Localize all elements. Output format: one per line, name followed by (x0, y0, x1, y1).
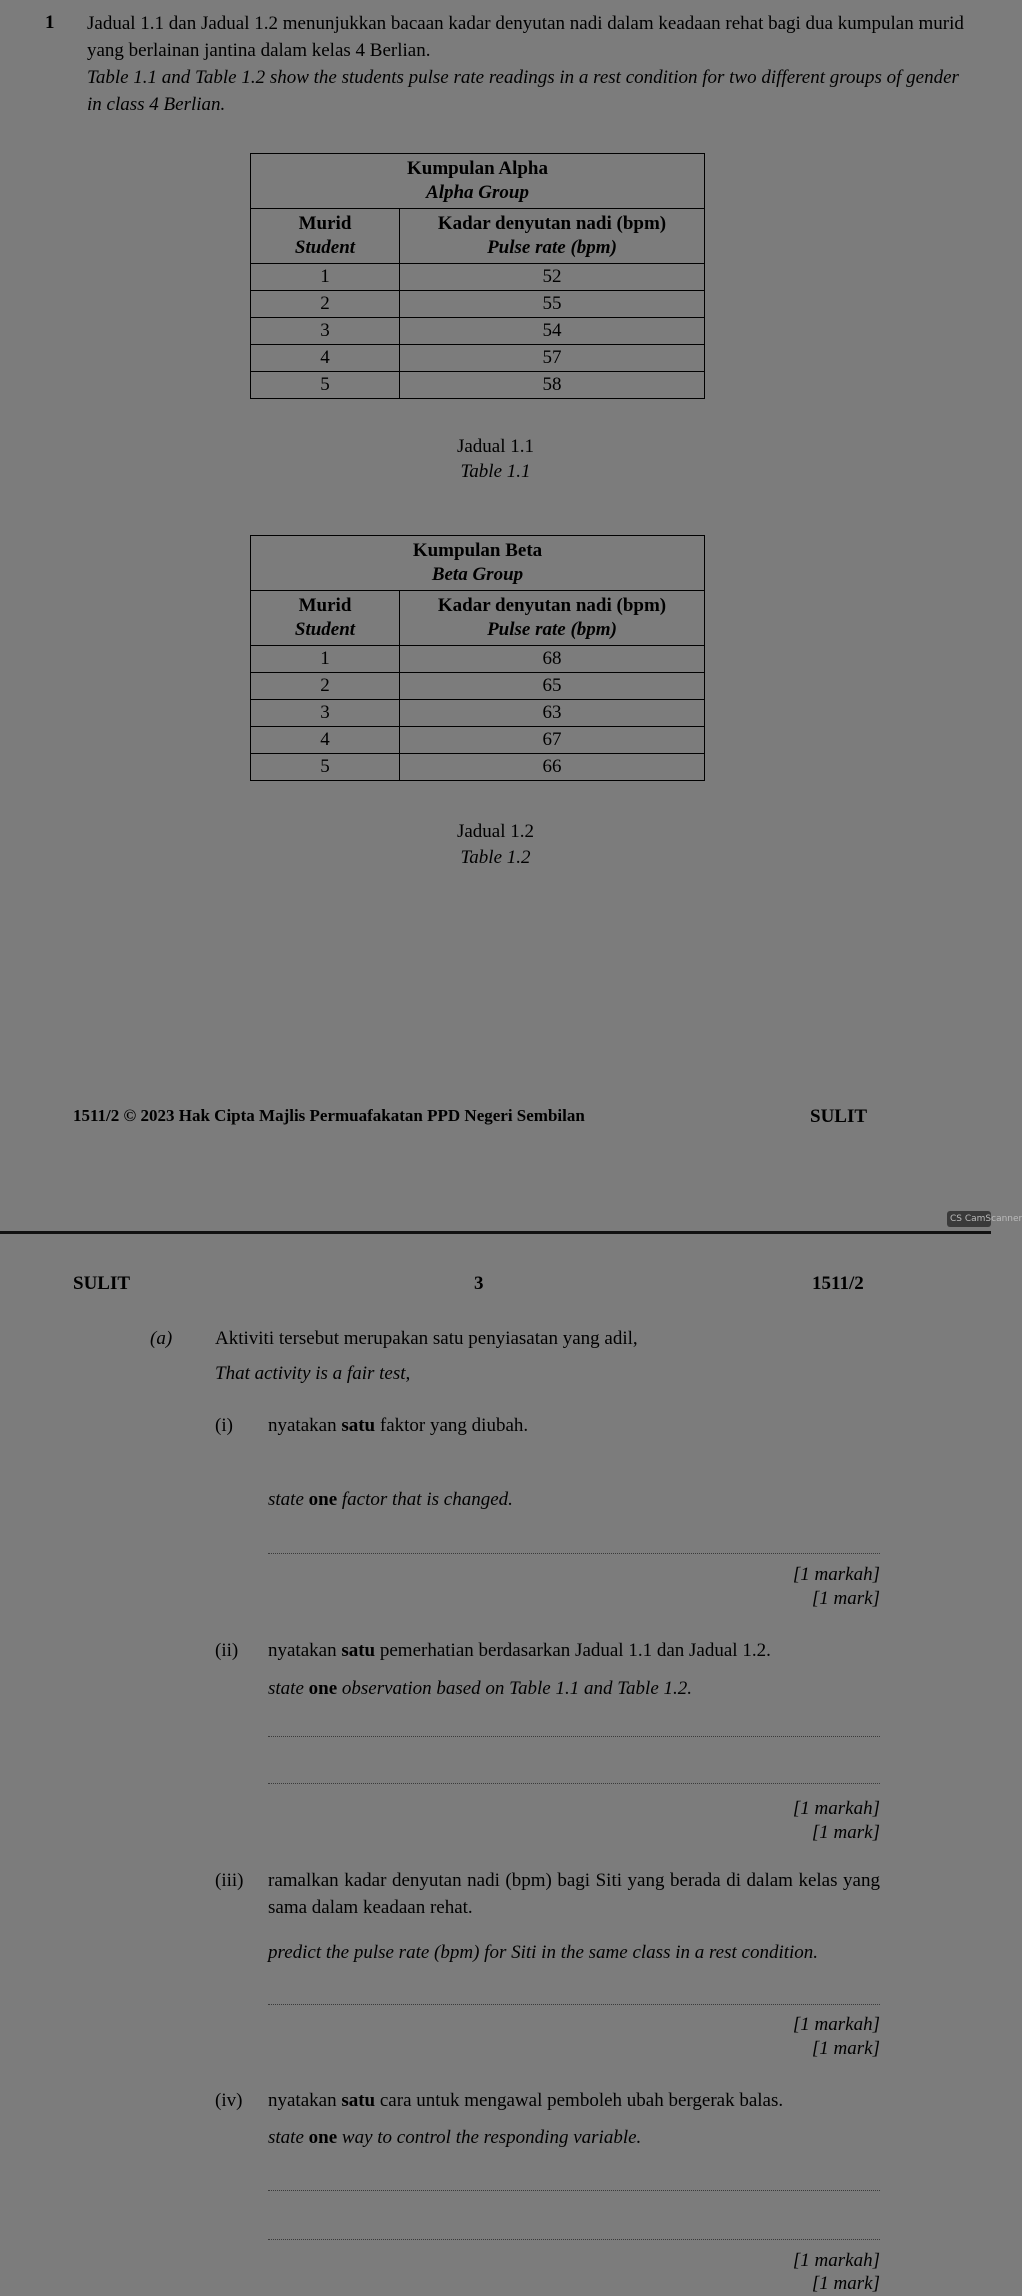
table-caption-english: Table 1.1 (460, 461, 531, 482)
question-i-malay: nyatakan satu faktor yang diubah. (268, 1415, 529, 1436)
question-iv-malay: nyatakan satu cara untuk mengawal pemboleh ubah bergerak balas. (268, 2090, 784, 2111)
marks-english: [1 mark] (811, 2273, 880, 2294)
footer-sulit: SULIT (810, 1106, 868, 1127)
marks-english: [1 mark] (811, 2038, 880, 2059)
intro-english: Table 1.1 and Table 1.2 show the students pulse rate readings in a rest condition for two different groups of gender in class 4 Berlian. (87, 67, 959, 115)
marks-english: [1 mark] (811, 1822, 880, 1843)
question-iv-number: (iv) (215, 2090, 243, 2111)
header-sulit: SULIT (73, 1273, 131, 1294)
question-iii-malay: ramalkan kadar denyutan nadi (bpm) bagi Siti yang berada di dalam kelas yang sama dalam keadaan rehat. (268, 1870, 880, 1918)
table-alpha (250, 153, 705, 399)
table-caption-malay: Jadual 1.1 (456, 436, 535, 457)
question-ii-number: (ii) (215, 1640, 239, 1661)
question-i-number: (i) (215, 1415, 233, 1436)
table-row: 4 67 (251, 727, 705, 754)
col-pulse-header: Kadar denyutan nadi (bpm) Pulse rate (bpm) (400, 591, 705, 646)
question-number: 1 (45, 12, 55, 33)
header-paper-code: 1511/2 (812, 1273, 864, 1294)
footer-copyright: 1511/2 © 2023 Hak Cipta Majlis Permuafakatan PPD Negeri Sembilan (73, 1106, 585, 1125)
table-beta (250, 535, 705, 781)
table-row: 2 55 (251, 291, 705, 318)
col-pulse-header: Kadar denyutan nadi (bpm) Pulse rate (bpm) (400, 209, 705, 264)
marks-english: [1 mark] (811, 1588, 880, 1609)
question-iii-english: predict the pulse rate (bpm) for Siti in the same class in a rest condition. (268, 1942, 819, 1963)
marks-malay: [1 markah] (792, 1798, 880, 1819)
header-page-number: 3 (474, 1273, 484, 1294)
table-row: 1 68 (251, 646, 705, 673)
marks-malay: [1 markah] (792, 2250, 880, 2271)
answer-line[interactable] (268, 2239, 880, 2240)
question-iv-english: state one way to control the responding variable. (268, 2127, 642, 2148)
part-a-label: (a) (150, 1328, 173, 1349)
table-alpha-title (251, 154, 705, 209)
marks-malay: [1 markah] (792, 1564, 880, 1585)
camscanner-badge: CS CamScanner (947, 1211, 991, 1227)
table-row: 5 58 (251, 372, 705, 399)
table-caption-english: Table 1.2 (460, 847, 531, 868)
question-iii-number: (iii) (215, 1870, 244, 1891)
question-i-english: state one factor that is changed. (268, 1489, 513, 1510)
group-name-english: Beta Group (431, 564, 524, 585)
table-row: 3 63 (251, 700, 705, 727)
col-student-header: Murid Student (251, 209, 400, 264)
page-separator (0, 1231, 991, 1234)
group-name-malay: Kumpulan Beta (412, 540, 543, 561)
table-caption-malay: Jadual 1.2 (456, 821, 535, 842)
answer-line[interactable] (268, 2004, 880, 2005)
answer-line[interactable] (268, 2190, 880, 2191)
question-ii-malay: nyatakan satu pemerhatian berdasarkan Jadual 1.1 dan Jadual 1.2. (268, 1640, 771, 1661)
group-name-english: Alpha Group (426, 182, 529, 203)
table-row: 1 52 (251, 264, 705, 291)
col-student-header: Murid Student (251, 591, 400, 646)
answer-line[interactable] (268, 1783, 880, 1784)
part-a-text-english: That activity is a fair test, (215, 1363, 411, 1384)
answer-line[interactable] (268, 1736, 880, 1737)
table-row: 3 54 (251, 318, 705, 345)
marks-malay: [1 markah] (792, 2014, 880, 2035)
table-row: 2 65 (251, 673, 705, 700)
table-row: 5 66 (251, 754, 705, 781)
group-name-malay: Kumpulan Alpha (407, 158, 548, 179)
table-row: 4 57 (251, 345, 705, 372)
question-ii-english: state one observation based on Table 1.1 and Table 1.2. (268, 1678, 692, 1699)
answer-line[interactable] (268, 1553, 880, 1554)
part-a-text-malay: Aktiviti tersebut merupakan satu penyiasatan yang adil, (215, 1328, 638, 1349)
intro-malay: Jadual 1.1 dan Jadual 1.2 menunjukkan bacaan kadar denyutan nadi dalam keadaan rehat bagi dua kumpulan murid yang berlainan jantina dalam kelas 4 Berlian. (87, 13, 964, 61)
table-beta-title (251, 536, 705, 591)
